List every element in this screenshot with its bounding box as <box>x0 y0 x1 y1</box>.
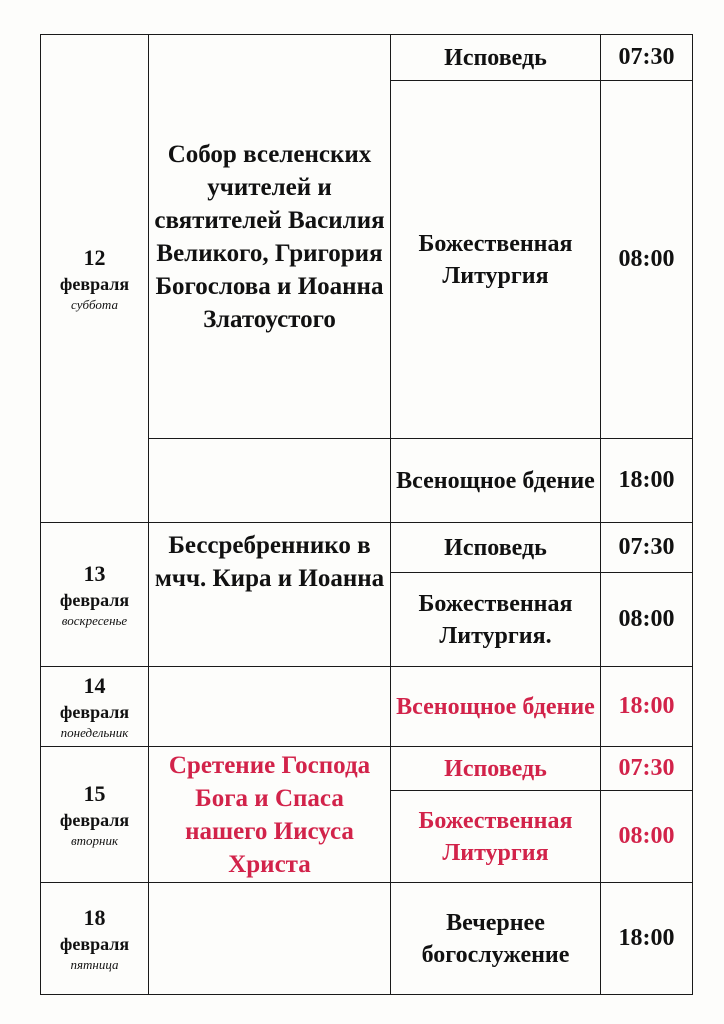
service-time: 18:00 <box>601 667 693 747</box>
table-row <box>41 667 693 747</box>
month-label: февраля <box>59 273 130 294</box>
feast-cell: Собор вселенских учителей и святителей Василия Великого, Григория Богослова и Иоанна Златоустого <box>149 35 391 439</box>
service-time: 08:00 <box>601 573 693 667</box>
weekday-label: суббота <box>71 296 118 312</box>
date-cell <box>41 747 149 883</box>
service-name: Исповедь <box>391 35 601 81</box>
day-number: 14 <box>83 672 106 698</box>
service-name: Исповедь <box>391 523 601 573</box>
day-number: 12 <box>83 244 106 270</box>
service-name: Всенощное бдение <box>391 667 601 747</box>
feast-cell-empty <box>149 439 391 523</box>
month-label: февраля <box>59 589 130 610</box>
schedule-table <box>40 34 693 995</box>
service-name: Божественная Литургия <box>391 791 601 883</box>
table-row <box>41 523 693 573</box>
month-label: февраля <box>59 809 130 830</box>
feast-cell: Сретение Господа Бога и Спаса нашего Иисуса Христа <box>149 747 391 883</box>
feast-cell-empty <box>149 667 391 747</box>
feast-cell: Бессребреннико в мчч. Кира и Иоанна <box>149 523 391 667</box>
table-row <box>41 883 693 995</box>
service-time: 08:00 <box>601 791 693 883</box>
service-name: Божественная Литургия <box>391 81 601 439</box>
date-cell <box>41 523 149 667</box>
service-name: Исповедь <box>391 747 601 791</box>
service-time: 07:30 <box>601 523 693 573</box>
service-time: 08:00 <box>601 81 693 439</box>
service-time: 18:00 <box>601 439 693 523</box>
service-time: 07:30 <box>601 35 693 81</box>
date-cell <box>41 883 149 995</box>
day-number: 13 <box>83 560 106 586</box>
weekday-label: понедельник <box>60 724 129 740</box>
date-cell <box>41 35 149 523</box>
service-time: 18:00 <box>601 883 693 995</box>
table-row <box>41 747 693 791</box>
day-number: 18 <box>83 904 106 930</box>
feast-cell-empty <box>149 883 391 995</box>
service-name: Всенощное бдение <box>391 439 601 523</box>
service-name: Вечернее богослужение <box>391 883 601 995</box>
date-cell <box>41 667 149 747</box>
service-time: 07:30 <box>601 747 693 791</box>
weekday-label: воскресенье <box>61 612 128 628</box>
month-label: февраля <box>59 933 130 954</box>
weekday-label: пятница <box>70 956 119 972</box>
day-number: 15 <box>83 780 106 806</box>
service-name: Божественная Литургия. <box>391 573 601 667</box>
table-row <box>41 35 693 81</box>
month-label: февраля <box>59 701 130 722</box>
weekday-label: вторник <box>70 832 119 848</box>
